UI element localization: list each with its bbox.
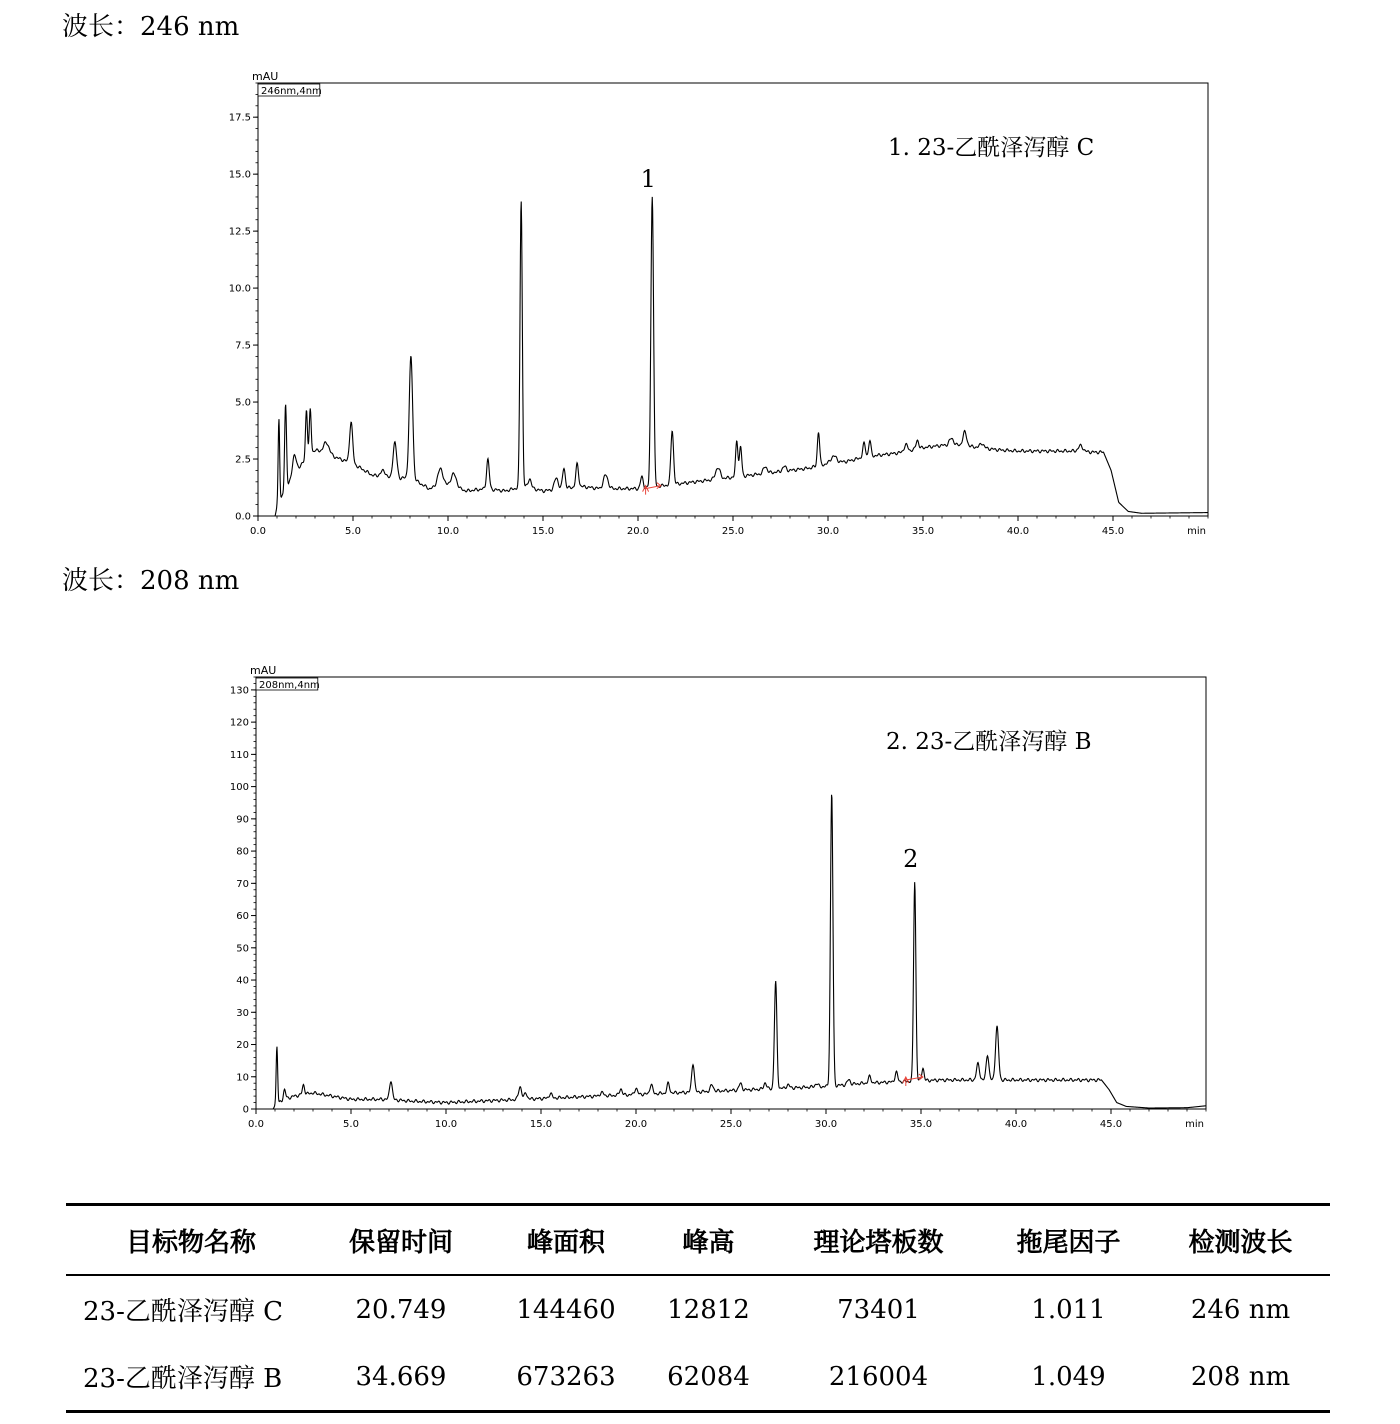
x-tick-label: 5.0	[345, 526, 361, 537]
x-tick-label: 5.0	[343, 1119, 359, 1130]
y-tick-label: 90	[236, 814, 249, 826]
y-tick-label: 50	[236, 943, 249, 955]
x-tick-label: 20.0	[626, 526, 650, 537]
table-row	[66, 1275, 1330, 1343]
table-row	[66, 1343, 1330, 1412]
y-tick-label: 17.5	[228, 112, 251, 124]
cell-peak-area: 673263	[486, 1343, 646, 1412]
x-tick-label: 20.0	[624, 1119, 648, 1130]
chromatogram-246nm	[0, 60, 1400, 550]
y-tick-label: 12.5	[228, 226, 251, 238]
y-tick-label: 0	[242, 1104, 249, 1116]
cell-detection-wavelength: 246 nm	[1190, 1294, 1291, 1325]
x-tick-label: 40.0	[1004, 1119, 1028, 1130]
y-tick-label: 120	[229, 717, 249, 729]
y-tick-label: 70	[236, 878, 249, 890]
cell-retention-time: 34.669	[316, 1343, 486, 1412]
header-peak-height: 峰高	[646, 1205, 771, 1276]
header-tailing-factor: 拖尾因子	[986, 1205, 1151, 1276]
cell-compound-name: 23-乙酰泽泻醇 C	[83, 1297, 284, 1327]
x-tick-label: 0.0	[248, 1119, 264, 1130]
y-tick-label: 15.0	[228, 169, 251, 181]
y-tick-label: 80	[236, 846, 249, 858]
header-peak-area: 峰面积	[486, 1205, 646, 1276]
compound-legend: 2. 23-乙酰泽泻醇 B	[886, 729, 1092, 755]
x-unit-label: min	[1187, 526, 1206, 537]
peak-number-label: 2	[903, 844, 919, 873]
header-theoretical-plates: 理论塔板数	[771, 1205, 986, 1276]
y-tick-label: 7.5	[235, 340, 251, 352]
y-unit-label: mAU	[252, 70, 279, 83]
peak-number-label: 1	[640, 164, 656, 193]
results-table	[66, 1203, 1330, 1413]
x-tick-label: 35.0	[911, 526, 935, 537]
cell-peak-area: 144460	[516, 1294, 616, 1325]
y-tick-label: 10	[236, 1072, 249, 1084]
x-tick-label: 30.0	[816, 526, 840, 537]
wavelength-label-246: 波长：246 nm	[62, 12, 240, 42]
cell-retention-time: 20.749	[355, 1294, 447, 1325]
chromatogram-208nm	[0, 655, 1400, 1145]
header-compound-name: 目标物名称	[66, 1205, 316, 1276]
y-tick-label: 5.0	[235, 397, 251, 409]
y-tick-label: 100	[229, 782, 249, 794]
compound-legend: 1. 23-乙酰泽泻醇 C	[888, 135, 1095, 161]
x-tick-label: 25.0	[719, 1119, 743, 1130]
x-tick-label: 45.0	[1101, 526, 1125, 537]
cell-detection-wavelength: 208 nm	[1151, 1343, 1330, 1412]
cell-theoretical-plates: 216004	[771, 1343, 986, 1412]
x-tick-label: 15.0	[529, 1119, 553, 1130]
x-tick-label: 35.0	[909, 1119, 933, 1130]
y-tick-label: 40	[236, 975, 249, 987]
cell-compound-name: 23-乙酰泽泻醇 B	[66, 1343, 316, 1412]
signal-trace	[256, 795, 1206, 1109]
x-tick-label: 10.0	[436, 526, 460, 537]
cell-tailing-factor: 1.011	[1031, 1294, 1106, 1325]
y-tick-label: 2.5	[235, 454, 251, 466]
y-tick-label: 0.0	[235, 511, 251, 523]
x-tick-label: 15.0	[531, 526, 555, 537]
y-tick-label: 130	[229, 685, 249, 697]
y-tick-label: 60	[236, 911, 249, 923]
x-tick-label: 40.0	[1006, 526, 1030, 537]
header-detection-wavelength: 检测波长	[1151, 1205, 1330, 1276]
x-tick-label: 45.0	[1099, 1119, 1123, 1130]
wavelength-label-208: 波长：208 nm	[62, 566, 240, 596]
y-tick-label: 10.0	[228, 283, 251, 295]
integration-start-marker	[903, 1077, 909, 1086]
y-tick-label: 30	[236, 1007, 249, 1019]
table-header-row	[66, 1205, 1330, 1276]
cell-peak-height: 12812	[667, 1294, 750, 1325]
x-tick-label: 25.0	[721, 526, 745, 537]
header-retention-time: 保留时间	[316, 1205, 486, 1276]
x-tick-label: 30.0	[814, 1119, 838, 1130]
y-tick-label: 110	[229, 749, 249, 761]
channel-label: 208nm,4nm	[259, 680, 320, 691]
integration-start-marker	[643, 486, 649, 495]
cell-theoretical-plates: 73401	[837, 1294, 920, 1325]
y-tick-label: 20	[236, 1040, 249, 1052]
cell-peak-height: 62084	[646, 1343, 771, 1412]
x-unit-label: min	[1185, 1119, 1204, 1130]
signal-trace	[258, 197, 1208, 516]
y-unit-label: mAU	[250, 664, 277, 677]
channel-label: 246nm,4nm	[261, 86, 322, 97]
x-tick-label: 0.0	[250, 526, 266, 537]
cell-tailing-factor: 1.049	[986, 1343, 1151, 1412]
x-tick-label: 10.0	[434, 1119, 458, 1130]
